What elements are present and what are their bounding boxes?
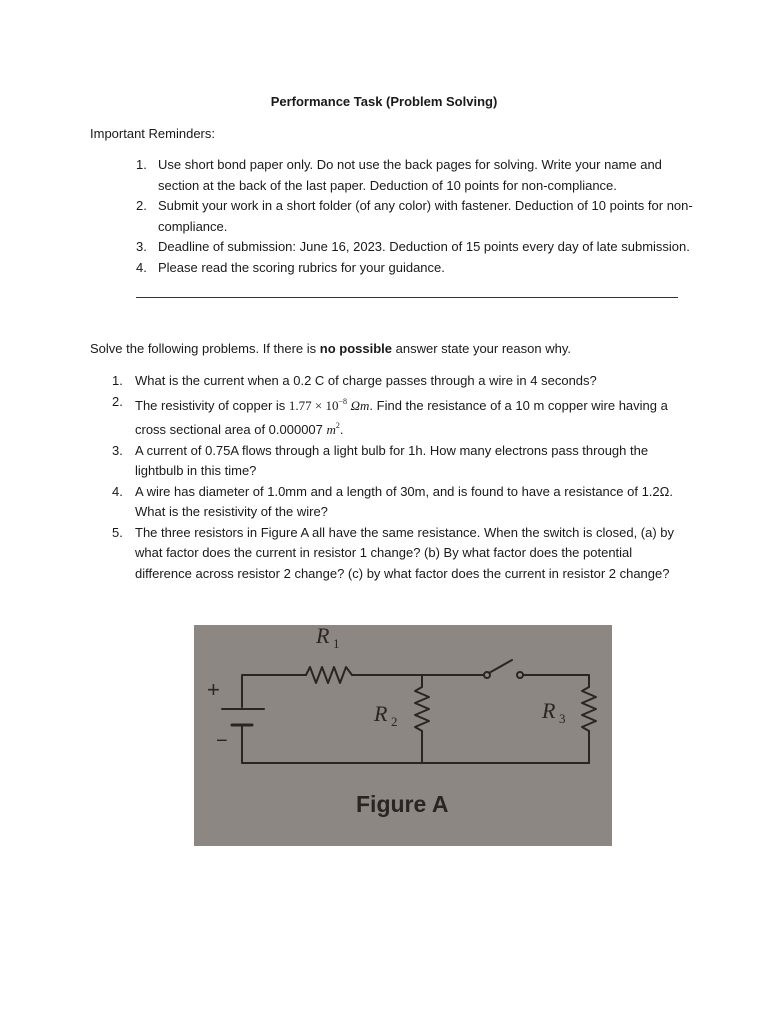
problem-text: A wire has diameter of 1.0mm and a length of 30m, and is found to have a resistance of 1.2Ω. What is the resistivity of the wire? <box>135 483 673 519</box>
resistor-r2-icon <box>415 687 429 731</box>
resistor-r3-icon <box>582 687 596 731</box>
r2-label-letter: R <box>374 701 388 726</box>
instruction-emphasis: no possible <box>319 341 393 356</box>
problem-item <box>112 523 682 585</box>
reminder-item <box>136 155 696 196</box>
battery-plus-label: + <box>207 677 220 702</box>
list-number: 2. <box>136 198 147 213</box>
reminder-text: Please read the scoring rubrics for your guidance. <box>158 259 445 275</box>
resistor-r1-icon <box>306 667 352 683</box>
switch-blade <box>489 660 512 673</box>
battery-minus-label: − <box>216 730 228 752</box>
reminder-text: Deadline of submission: June 16, 2023. Deduction of 15 points every day of late submission. <box>158 239 690 254</box>
problem-text: The three resistors in Figure A all have the same resistance. When the switch is closed, (a) by what factor does the current in resistor 1 change? (b) By what factor does the potential difference across resistor 2 change? (c) by what factor does the current in resistor 2 change? <box>135 524 675 581</box>
list-number: 4. <box>112 483 123 499</box>
problem-text: A current of 0.75A flows through a light bulb for 1h. How many electrons pass through the lightbulb in this time? <box>135 442 649 478</box>
document-title: Performance Task (Problem Solving) <box>270 94 498 109</box>
problem-text: What is the current when a 0.2 C of charge passes through a wire in 4 seconds? <box>135 373 597 388</box>
r2-label-sub: 2 <box>391 714 398 729</box>
reminder-item <box>136 196 696 237</box>
area-unit: m <box>326 422 336 437</box>
resistivity-exponent: −8 <box>338 396 347 406</box>
reminder-item <box>136 258 696 279</box>
problem-text: . <box>339 422 344 437</box>
reminders-heading: Important Reminders: <box>90 126 215 141</box>
list-number: 3. <box>112 442 123 458</box>
list-number: 1. <box>136 157 147 172</box>
problem-item <box>112 371 682 392</box>
instruction-part: answer state your reason why. <box>392 341 571 356</box>
r3-label-sub: 3 <box>559 711 566 726</box>
wire-top-left <box>242 675 306 707</box>
problem-text: The resistivity of copper is <box>135 397 289 413</box>
instruction-text <box>90 341 571 356</box>
list-number: 4. <box>136 259 147 275</box>
reminder-item <box>136 237 696 258</box>
reminders-divider <box>136 297 678 298</box>
resistivity-unit: Ωm <box>350 397 370 413</box>
instruction-part: Solve the following problems. If there is <box>90 341 320 356</box>
list-number: 5. <box>112 524 123 540</box>
battery-icon <box>222 709 264 733</box>
wire-top-right <box>523 675 589 687</box>
reminder-text: Use short bond paper only. Do not use the back pages for solving. Write your name and section at the back of the last paper. Deduction of 10 points for non-compliance. <box>158 157 662 193</box>
wire-bottom <box>242 733 589 763</box>
area-exponent: 2 <box>335 421 340 430</box>
problem-text: . Find the resistance of a 10 m copper wire having a cross sectional area of 0.000007 <box>135 397 668 437</box>
r1-label-sub: 1 <box>333 636 340 651</box>
problems-list <box>112 371 682 584</box>
reminder-text: Submit your work in a short folder (of any color) with fastener. Deduction of 10 points for non-compliance. <box>158 198 693 234</box>
figure-a-circuit <box>194 625 612 846</box>
r3-label-letter: R <box>542 698 556 723</box>
reminders-list <box>136 155 696 278</box>
figure-caption: Figure A <box>356 791 449 817</box>
problem-item <box>112 392 682 441</box>
list-number: 1. <box>112 373 123 388</box>
list-number: 2. <box>112 393 123 409</box>
resistivity-value: 1.77 × 10 <box>288 397 339 413</box>
r1-label-letter: R <box>316 625 330 648</box>
problem-item <box>112 441 682 482</box>
list-number: 3. <box>136 239 147 254</box>
problem-item <box>112 482 682 523</box>
